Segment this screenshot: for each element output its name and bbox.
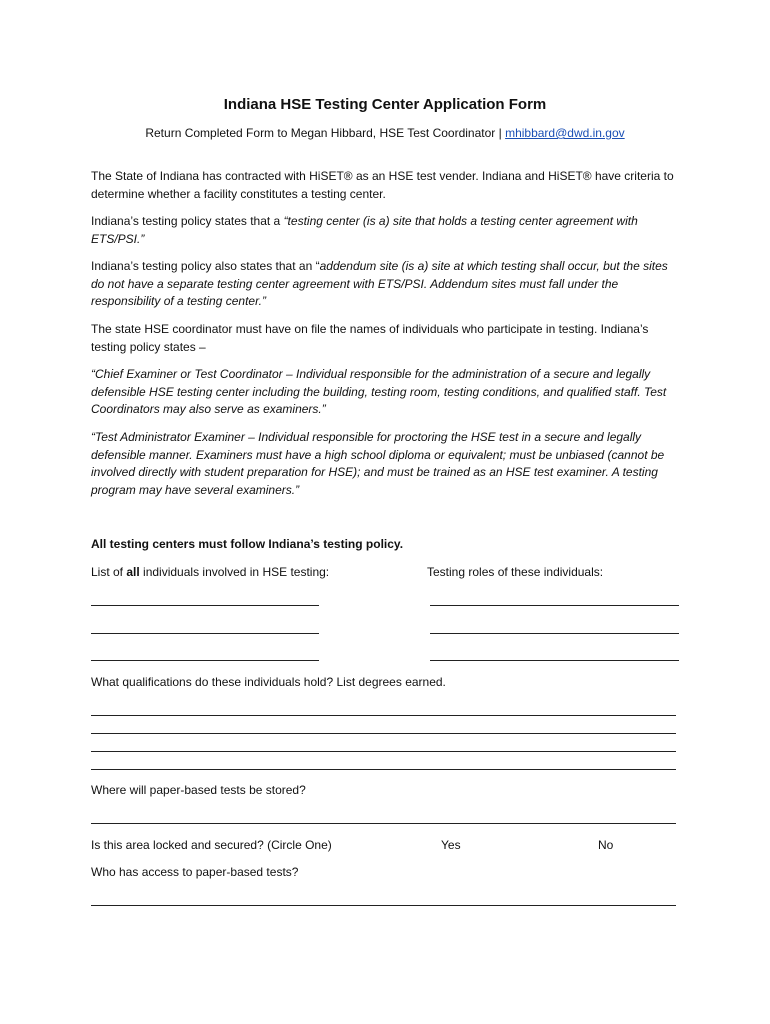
individual-line-1[interactable] bbox=[91, 605, 319, 606]
qualifications-line-2[interactable] bbox=[91, 733, 676, 734]
paragraph-test-examiner bbox=[91, 429, 681, 499]
paragraph-chief-examiner bbox=[91, 366, 681, 419]
qualifications-line-4[interactable] bbox=[91, 769, 676, 770]
individuals-label-pre: List of bbox=[91, 565, 127, 579]
paragraph-testing-center-quote: “testing center (is a) site that holds a testing center agreement with ETS/PSI.” bbox=[91, 214, 638, 246]
role-line-1[interactable] bbox=[430, 605, 679, 606]
qualifications-line-3[interactable] bbox=[91, 751, 676, 752]
locked-label: Is this area locked and secured? (Circle One) bbox=[91, 838, 332, 852]
subtitle bbox=[0, 126, 770, 140]
role-line-3[interactable] bbox=[430, 660, 679, 661]
individual-line-3[interactable] bbox=[91, 660, 319, 661]
paragraph-addendum-site bbox=[91, 258, 681, 311]
qualifications-label: What qualifications do these individuals hold? List degrees earned. bbox=[91, 675, 446, 689]
chief-examiner-quote: “Chief Examiner or Test Coordinator – Individual responsible for the administration of a secure and legally defensible HSE testing center including the building, testing room, testing conditions, and qualified staff. Test Coordinators may also serve as examiners.” bbox=[91, 367, 667, 416]
role-line-2[interactable] bbox=[430, 633, 679, 634]
storage-label: Where will paper-based tests be stored? bbox=[91, 783, 306, 797]
no-option[interactable]: No bbox=[598, 838, 614, 852]
access-line[interactable] bbox=[91, 905, 676, 906]
individuals-label-bold: all bbox=[126, 565, 140, 579]
storage-line[interactable] bbox=[91, 823, 676, 824]
yes-option[interactable]: Yes bbox=[441, 838, 461, 852]
paragraph-testing-center bbox=[91, 213, 681, 248]
paragraph-addendum-quote: addendum site (is a) site at which testing shall occur, but the sites do not have a separate testing center agreement with ETS/PSI. Addendum sites must fall under the responsibility of a testing center.” bbox=[91, 259, 668, 308]
individuals-label bbox=[91, 565, 329, 579]
roles-label: Testing roles of these individuals: bbox=[427, 565, 604, 579]
access-label: Who has access to paper-based tests? bbox=[91, 865, 299, 879]
paragraph-testing-center-lead: Indiana’s testing policy states that a bbox=[91, 214, 284, 228]
policy-heading: All testing centers must follow Indiana’s testing policy. bbox=[91, 537, 404, 551]
subtitle-text: Return Completed Form to Megan Hibbard, HSE Test Coordinator | bbox=[145, 126, 506, 140]
qualifications-line-1[interactable] bbox=[91, 715, 676, 716]
test-examiner-quote: “Test Administrator Examiner – Individual responsible for proctoring the HSE test in a secure and legally defensible manner. Examiners must have a high school diploma or equivalent; must be unbiased (cannot be involved directly with student preparation for HSE); and must be trained as an HSE test examiner. A testing program may have several examiners.” bbox=[91, 430, 665, 497]
paragraph-addendum-lead: Indiana’s testing policy also states that an “ bbox=[91, 259, 320, 273]
individual-line-2[interactable] bbox=[91, 633, 319, 634]
paragraph-coordinator: The state HSE coordinator must have on file the names of individuals who participate in testing. Indiana’s testing policy states – bbox=[91, 322, 649, 354]
paragraph-contract: The State of Indiana has contracted with HiSET® as an HSE test vender. Indiana and HiSET® have criteria to determine whether a facility constitutes a testing center. bbox=[91, 169, 674, 201]
individuals-label-post: individuals involved in HSE testing: bbox=[139, 565, 330, 579]
page-title: Indiana HSE Testing Center Application Form bbox=[223, 96, 547, 113]
email-link[interactable]: mhibbard@dwd.in.gov bbox=[505, 126, 625, 140]
